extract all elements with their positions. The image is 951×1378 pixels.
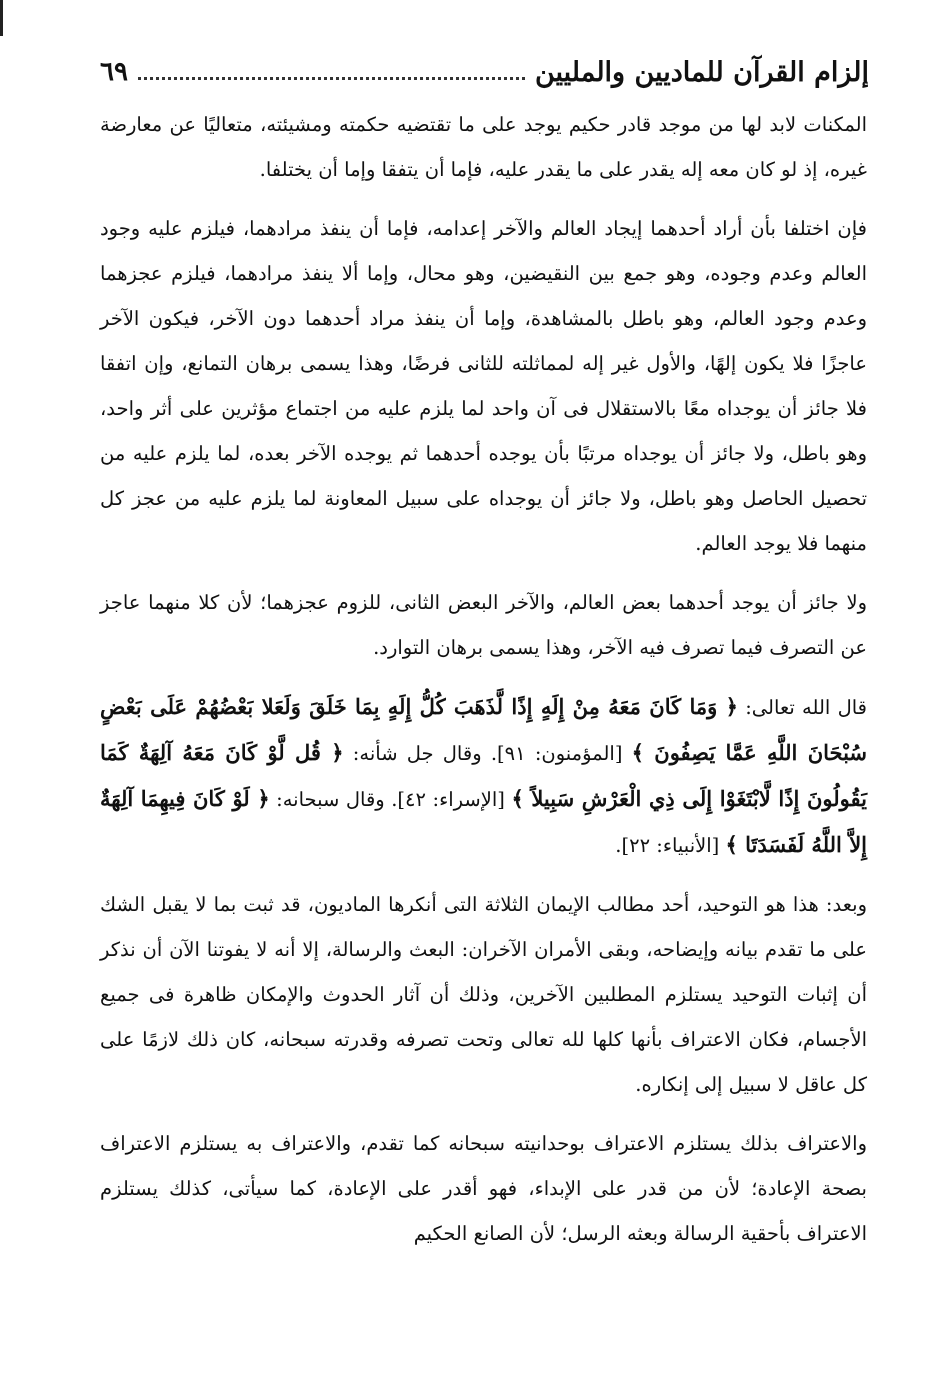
page-header: [100, 50, 869, 94]
quote-intro-2: وقال جل شأنه:: [352, 742, 482, 765]
paragraph-2: فإن اختلفا بأن أراد أحدهما إيجاد العالم والآخر إعدامه، فإما أن ينفذ مرادهما، فيلزم عليه وجود العالم وعدم وجوده، وهو جمع بين النقيضين، وهو محال، وإما ألا ينفذ مرادهما، فيلزم عجزهما وعدم وجود العالم، وهو باطل بالمشاهدة، وإما أن ينفذ مراد أحدهما دون الآخر، فيكون الآخر عاجزًا فلا يكون إلهًا، والأول غير إله لمماثلته للثانى فرضًا، وهذا يسمى برهان التمانع، وإن اتفقا فلا جائز أن يوجداه معًا بالاستقلال فى آن واحد لما يلزم عليه من اجتماع مؤثرين على أثر واحد، وهو باطل، ولا جائز أن يوجداه مرتبًا بأن يوجده أحدهما ثم يوجده الآخر بعده، لما يلزم عليه من تحصيل الحاصل وهو باطل، ولا جائز أن يوجداه على سبيل المعاونة لما يلزم عليه من عجز كل منهما فلا يوجد العالم.: [100, 217, 867, 555]
quote-intro-3: وقال سبحانه:: [276, 788, 385, 811]
quran-quote-paragraph: [100, 684, 867, 868]
header-dotted-leader: [138, 77, 525, 80]
verse-ref-3: [الأنبياء: ٢٢].: [615, 834, 720, 857]
running-title: إلزام القرآن للماديين والمليين: [534, 56, 869, 88]
paragraph-1: المكنات لابد لها من موجد قادر حكيم يوجد على ما تقتضيه حكمته ومشيئته، متعاليًا عن معارضة غيره، إذ لو كان معه إله يقدر على ما يقدر عليه، فإما أن يتفقا وإما أن يختلفا.: [100, 113, 867, 181]
verse-ref-2: [الإسراء: ٤٢].: [391, 788, 505, 811]
paragraph-3: ولا جائز أن يوجد أحدهما بعض العالم، والآخر البعض الثانى، للزوم عجزهما؛ لأن كلا منهما عاجز عن التصرف فيما تصرف فيه الآخر، وهذا يسمى برهان التوارد.: [100, 591, 867, 659]
page-number: ٦٩: [100, 57, 128, 87]
page-body: [100, 102, 867, 1256]
page-edge-mark: [0, 0, 3, 36]
quote-intro: قال الله تعالى:: [745, 696, 867, 719]
paragraph-5: وبعد: هذا هو التوحيد، أحد مطالب الإيمان الثلاثة التى أنكرها الماديون، قد ثبت بما لا يقبل الشك على ما تقدم بيانه وإيضاحه، وبقى الأمران الآخران: البعث والرسالة، إلا أنه لا يفوتنا الآن أن نذكر أن إثبات التوحيد يستلزم المطلبين الآخرين، وذلك أن آثار الحدوث والإمكان ظاهرة فى جميع الأجسام، فكان الاعتراف بأنها كلها لله تعالى وتحت تصرفه وقدرته سبحانه، كان ذلك لازمًا على كل عاقل لا سبيل إلى إنكاره.: [100, 893, 867, 1096]
verse-ref-1: [المؤمنون: ٩١].: [490, 742, 623, 765]
quran-verse-1: ﴿ وَمَا كَانَ مَعَهُ مِنْ إِلَهٍ إِذًا لَّذَهَبَ كُلُّ إِلَهٍ بِمَا خَلَقَ وَلَعَلا بَعْضُهُمْ عَلَى بَعْضٍ سُبْحَانَ اللَّهِ عَمَّا يَصِفُونَ ﴾: [100, 694, 868, 765]
quran-verse-3: ﴿ لَوْ كَانَ فِيهِمَا آلِهَةٌ إِلاَّ اللَّهُ لَفَسَدَتَا ﴾: [100, 786, 867, 857]
quran-verse-2: ﴿ قُل لَّوْ كَانَ مَعَهُ آلِهَةٌ كَمَا يَقُولُونَ إِذًا لَّابْتَغَوْا إِلَى ذِي الْعَرْشِ سَبِيلاً ﴾: [100, 740, 867, 811]
paragraph-6: والاعتراف بذلك يستلزم الاعتراف بوحدانيته سبحانه كما تقدم، والاعتراف به يستلزم الاعتراف بصحة الإعادة؛ لأن من قدر على الإبداء، فهو أقدر على الإعادة، كما سيأتى، كذلك يستلزم الاعتراف بأحقية الرسالة وبعثه الرسل؛ لأن الصانع الحكيم: [100, 1132, 867, 1245]
